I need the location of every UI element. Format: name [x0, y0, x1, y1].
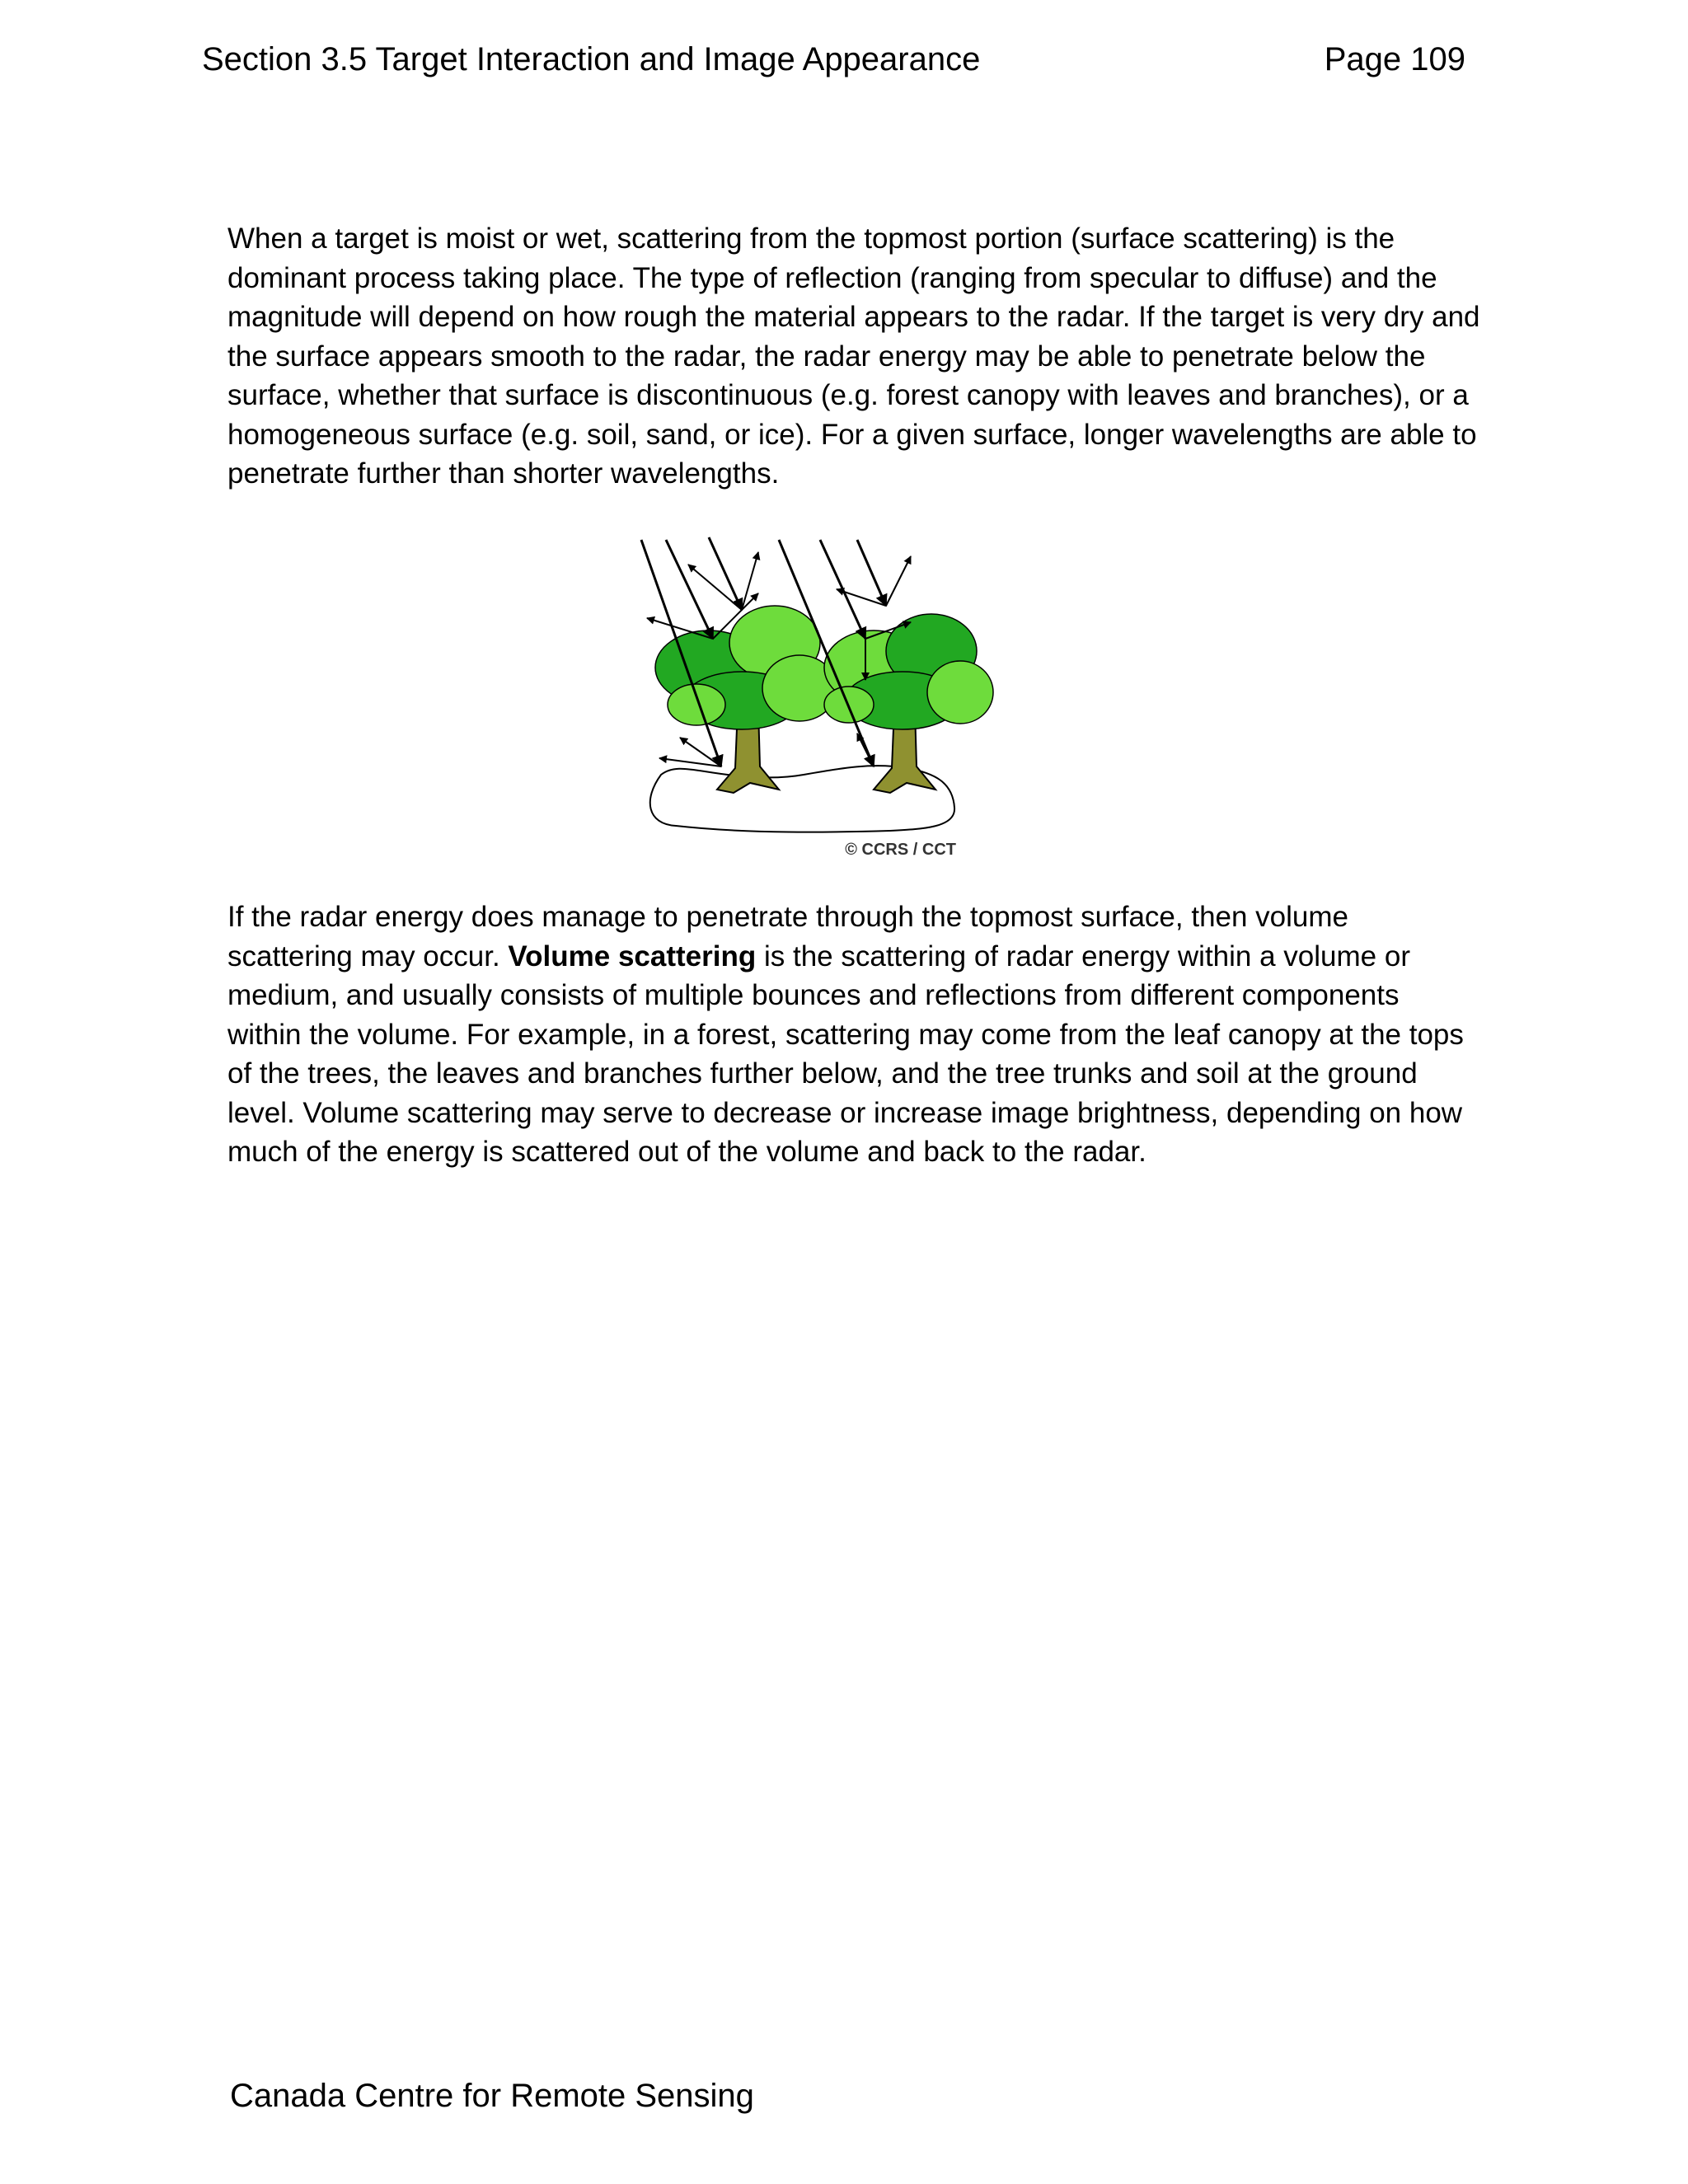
page-number: Page 109 [1324, 41, 1465, 77]
paragraph-surface-scattering: When a target is moist or wet, scattering from the topmost portion (surface scattering) is the dominant process taking place. The type of reflection (ranging from specular to diffuse) and the magnitude will depend on how rough the material appears to the radar. If the target is very dry and the surface appears smooth to the radar, the radar energy may be able to penetrate below the surface, whether that surface is discontinuous (e.g. forest canopy with leaves and branches), or a homogeneous surface (e.g. soil, sand, or ice). For a given surface, longer wavelengths are able to penetrate further than shorter wavelengths. [227, 223, 1480, 490]
volume-scattering-figure [626, 527, 1088, 865]
forest-scattering-illustration [626, 527, 1088, 865]
paragraph-volume-scattering [227, 898, 1480, 1172]
paragraph-volume-scattering-body: is the scattering of radar energy within a volume or medium, and usually consists of multiple bounces and reflections from different components within the volume. For example, in a forest, scattering may come from the leaf canopy at the tops of the trees, the leaves and branches further below, and the tree trunks and soil at the ground level. Volume scattering may serve to decrease or increase image brightness, depending on how much of the energy is scattered out of the volume and back to the radar. [227, 940, 1464, 1168]
term-volume-scattering: Volume scattering [508, 940, 757, 972]
section-title: Section 3.5 Target Interaction and Image Appearance [202, 41, 981, 77]
figure-copyright: © CCRS / CCT [845, 841, 956, 859]
paragraph-volume-scattering-intro: If the radar energy does manage to penetrate through the topmost surface, then volume scattering may occur. [227, 901, 1349, 972]
tree-canopy-right [824, 614, 993, 729]
tree-canopy-left [655, 606, 837, 729]
page-footer: Canada Centre for Remote Sensing [230, 2078, 754, 2114]
